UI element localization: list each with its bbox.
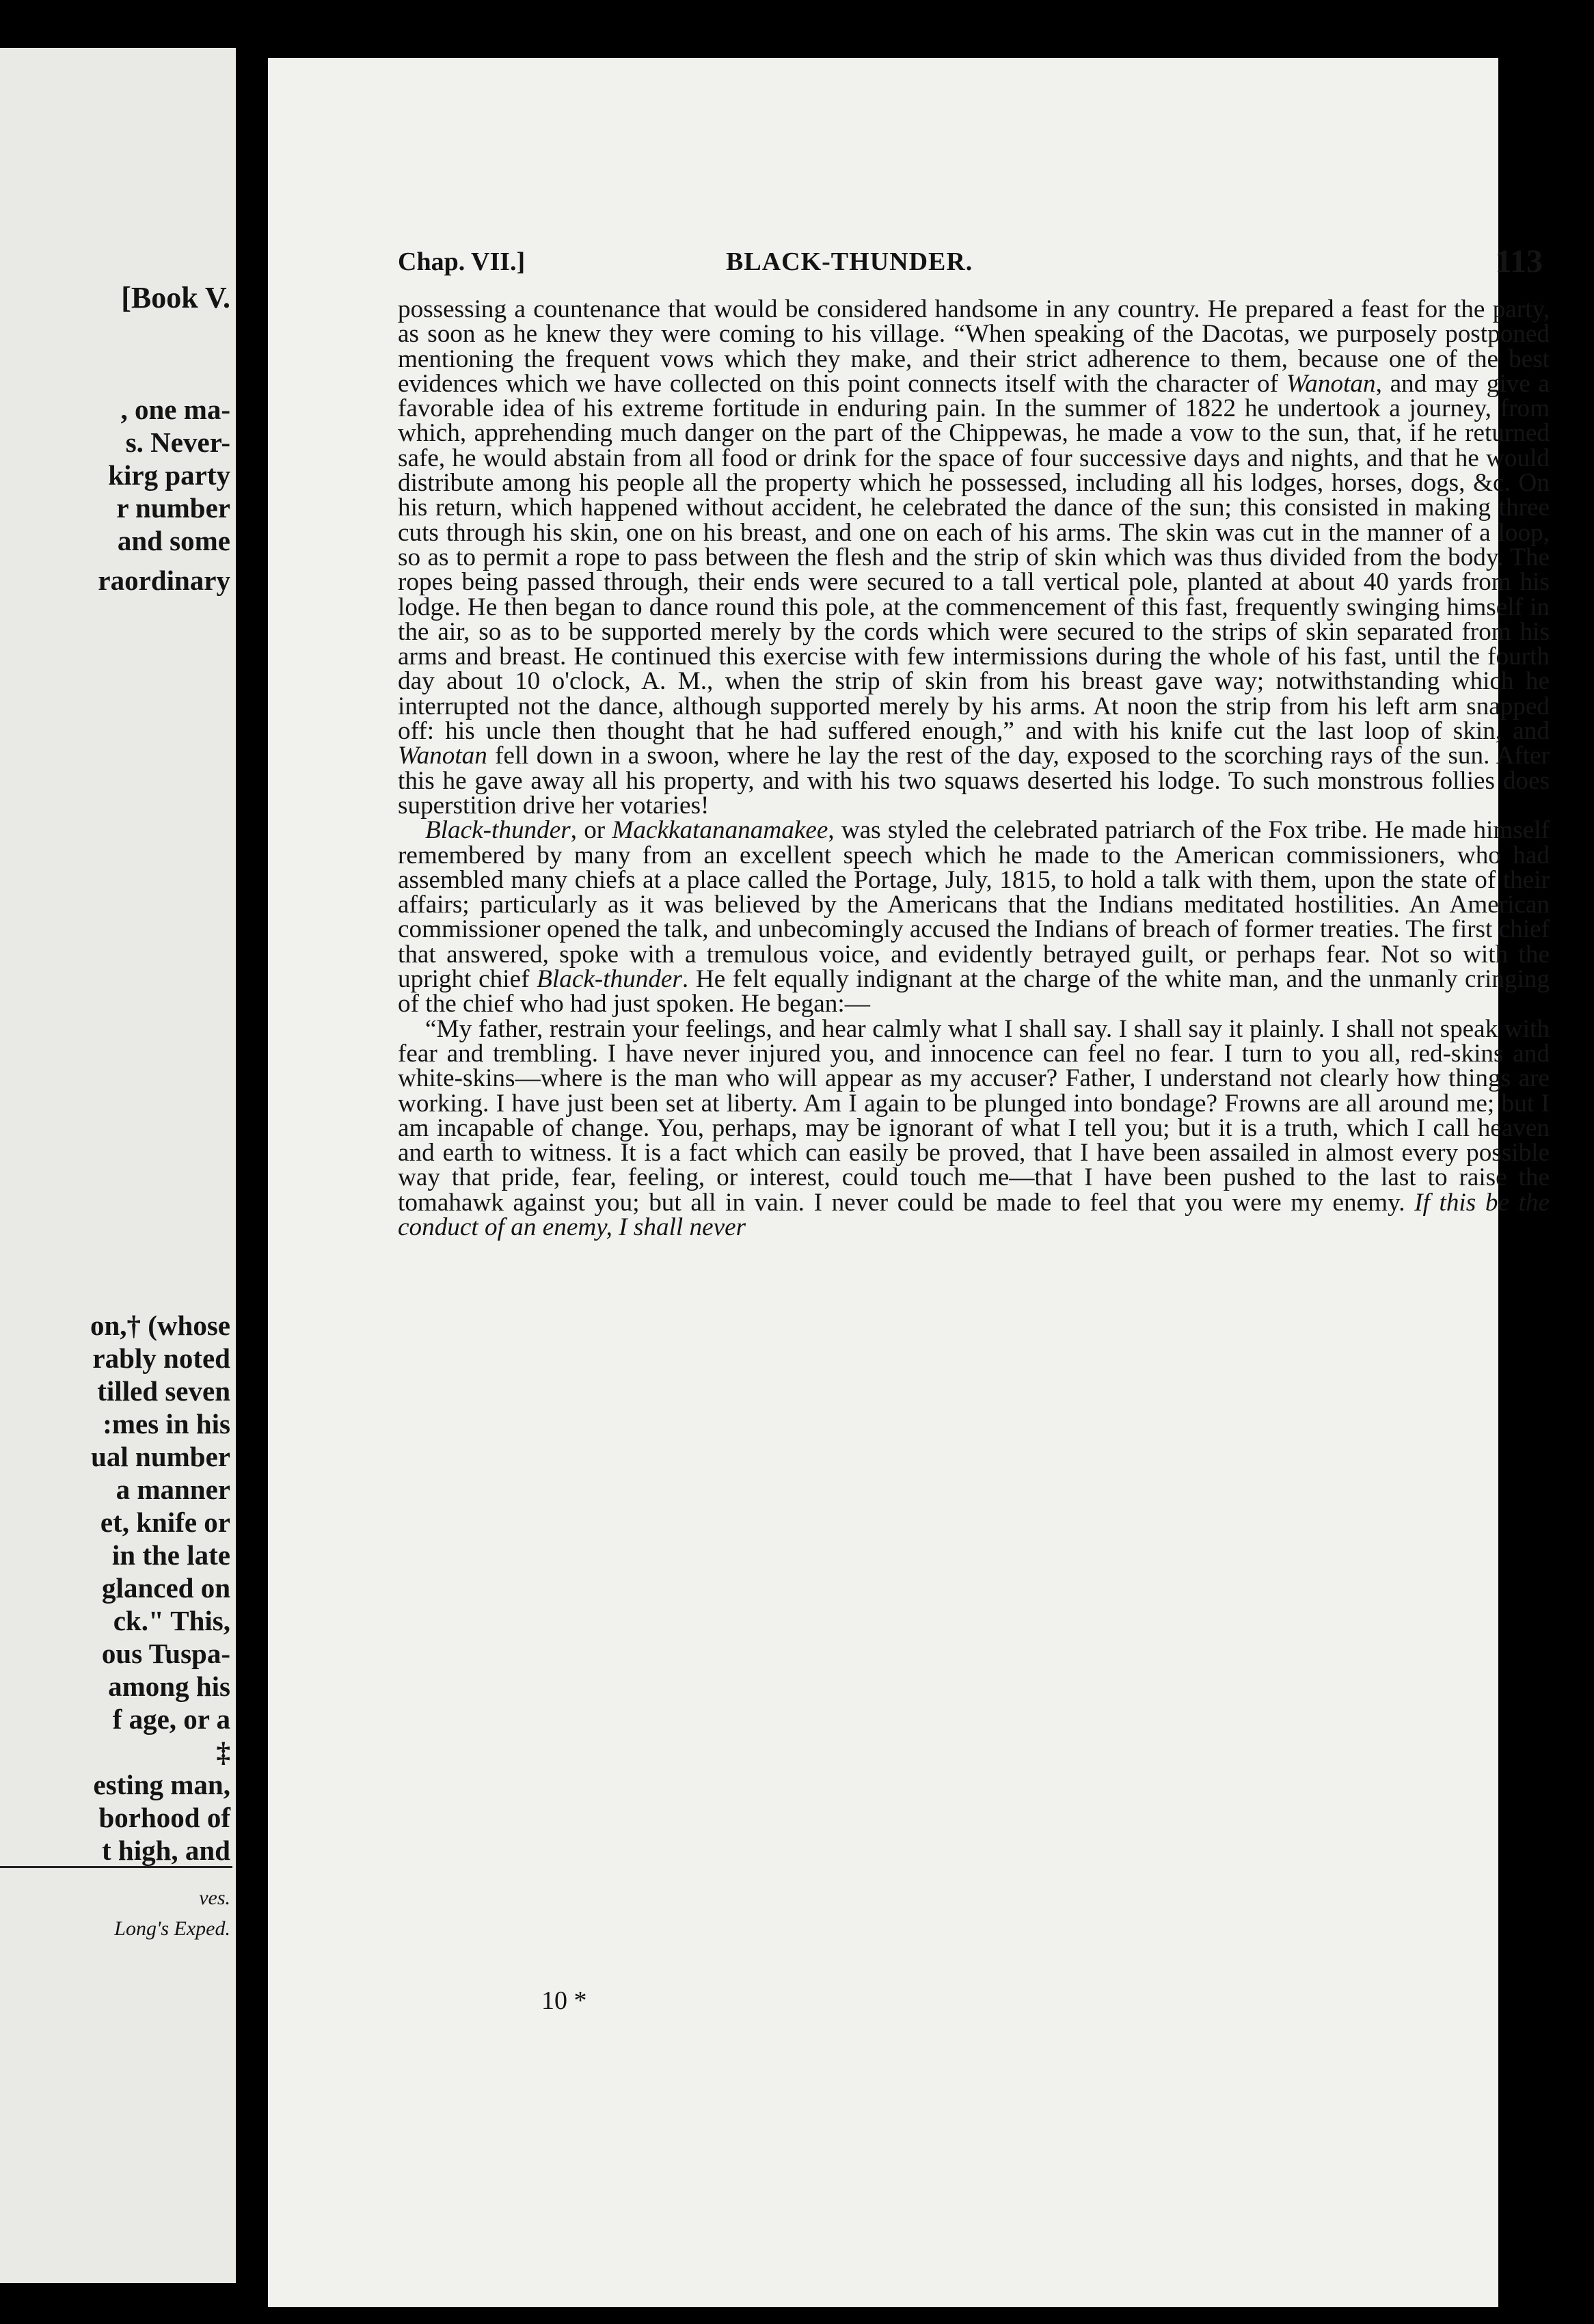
body-text — [398, 297, 1550, 1240]
italic-name: Mackkatananamakee — [612, 816, 828, 845]
italic-name: Wanotan — [1286, 369, 1376, 398]
left-text-line: a manner — [116, 1474, 230, 1505]
paragraph-wanotan — [398, 297, 1550, 818]
left-text-line: ual number — [91, 1441, 230, 1472]
left-text-line: glanced on — [102, 1572, 230, 1604]
left-text-line: tilled seven — [97, 1375, 230, 1407]
text-run: , and may give a favorable idea of his extreme fortitude in enduring pain. In the summer of 1822 he undertook a journey, from which, apprehending much danger on the part of the Chippewas, he made a vow to the sun, that, if he returned safe, he would abstain from all food or drink for the space of four successive days and nights, and that he would distribute among his people all the property which he possessed, including all his lodges, horses, dogs, &c. On his return, which happened without accident, he celebrated the dance of the sun; this consisted in making three cuts through his skin, one on his breast, and one on each of his arms. The skin was cut in the manner of a loop, so as to permit a rope to pass between the flesh and the strip of skin which was thus divided from the body. The ropes being passed through, their ends were secured to a tall vertical pole, planted at about 40 yards from his lodge. He then began to dance round this pole, at the commencement of this fast, frequently swinging himself in the air, so as to be supported merely by the cords which were secured to the strips of skin separated from his arms and breast. He continued this exercise with few intermissions during the whole of his fast, until the fourth day about 10 o'clock, A. M., when the strip of skin from his breast gave way; notwithstanding which he interrupted not the dance, although supported merely by his arms. At noon the strip from his left arm snapped off: his uncle then thought that he had suffered enough,” and with his knife cut the last loop of skin, and — [398, 369, 1550, 746]
paragraph-speech — [398, 1014, 1550, 1241]
left-text-line: and some — [117, 525, 230, 556]
left-text-line: s. Never- — [125, 427, 230, 458]
left-text-line: rably noted — [92, 1342, 230, 1374]
right-page — [268, 58, 1550, 2307]
paragraph-black-thunder — [398, 818, 1550, 1016]
signature-mark: 10 * — [541, 1986, 587, 2015]
left-text-line: , one ma- — [120, 394, 230, 425]
text-run: possessing a countenance that would be considered handsome in any country. He prepared a feast for the party, as soon as he knew they were coming to his village. “When speaking of the Dacotas, we purposely postponed mentioning the frequent vows which they make, and their strict adherence to them, because one of the best evidences which we have collected on this point connects itself with the character of — [398, 295, 1550, 398]
left-text-line: raordinary — [98, 565, 230, 596]
text-run: , or — [570, 816, 612, 845]
italic-name: Black-thunder — [537, 965, 682, 994]
left-text-line: esting man, — [93, 1769, 230, 1800]
left-page-header: [Book V. — [121, 281, 230, 314]
left-text-line: in the late — [111, 1539, 230, 1571]
left-text-line: ous Tuspa- — [101, 1638, 230, 1669]
left-page-fragment — [0, 48, 236, 2283]
chapter-label: Chap. VII.] — [398, 247, 526, 276]
running-head — [398, 243, 1550, 284]
left-text-line: f age, or a — [112, 1703, 230, 1735]
book-gutter — [236, 0, 267, 2324]
left-text-line: on,† (whose — [90, 1310, 230, 1341]
left-text-line: ck." This, — [113, 1605, 230, 1636]
text-run: “My father, restrain your feelings, and hear calmly what I shall say. I shall say it plainly. I shall not speak with fear and trembling. I have never injured you, and innocence can feel no fear. I turn to you all, red-skins and white-skins—where is the man who will appear as my accuser? Father, I understand not clearly how things are working. I have just been set at liberty. Am I again to be plunged into bondage? Frowns are all around me; but I am incapable of change. You, perhaps, may be ignorant of what I tell you; but it is a truth, which I call heaven and earth to witness. It is a fact which can easily be proved, that I have been assailed in almost every possible way that pride, fear, feeling, or interest, could touch me—that I have been pushed to the last to raise the tomahawk against you; but all in vain. I never could be made to feel that you were my enemy. — [398, 1014, 1550, 1217]
italic-name: Black-thunder — [425, 816, 571, 845]
text-run: , was styled the celebrated patriarch of the Fox tribe. He made himself remembered by many from an excellent speech which he made to the American commissioners, who had assembled many chiefs at a place called the Portage, July, 1815, to hold a talk with them, upon the state of their affairs; particularly as it was believed by the Americans that the Indians meditated hostilities. An American commissioner opened the talk, and unbecomingly accused the Indians of breach of former treaties. The first chief that answered, spoke with a tremulous voice, and evidently betrayed guilt, or perhaps fear. Not so with the upright chief — [398, 816, 1550, 994]
left-text-line: kirg party — [108, 459, 230, 491]
left-text-line: t high, and — [101, 1835, 230, 1866]
left-text-line: among his — [108, 1671, 230, 1702]
left-text-line: ‡ — [216, 1736, 230, 1768]
left-footnote-line: Long's Exped. — [114, 1917, 230, 1940]
italic-name: Wanotan — [398, 742, 487, 770]
page-number: 113 — [1495, 243, 1543, 280]
text-run: fell down in a swoon, where he lay the rest of the day, exposed to the scorching rays of the sun. After this he gave away all his property, and with his two squaws deserted his lodge. To such monstrous follies does superstition drive her votaries! — [398, 742, 1550, 820]
left-text-line: r number — [116, 492, 230, 524]
footnote-rule — [0, 1866, 232, 1868]
left-text-line: et, knife or — [100, 1506, 230, 1538]
left-footnote-line: ves. — [199, 1887, 230, 1909]
left-text-line: :mes in his — [103, 1408, 230, 1440]
italic-name: If this be the conduct of an enemy, I shall never — [398, 1188, 1550, 1241]
running-title: BLACK-THUNDER. — [726, 247, 973, 276]
text-run: . He felt equally indignant at the charge of the white man, and the unmanly cringing of the chief who had just spoken. He began:— — [398, 965, 1550, 1018]
left-text-line: borhood of — [98, 1802, 230, 1833]
